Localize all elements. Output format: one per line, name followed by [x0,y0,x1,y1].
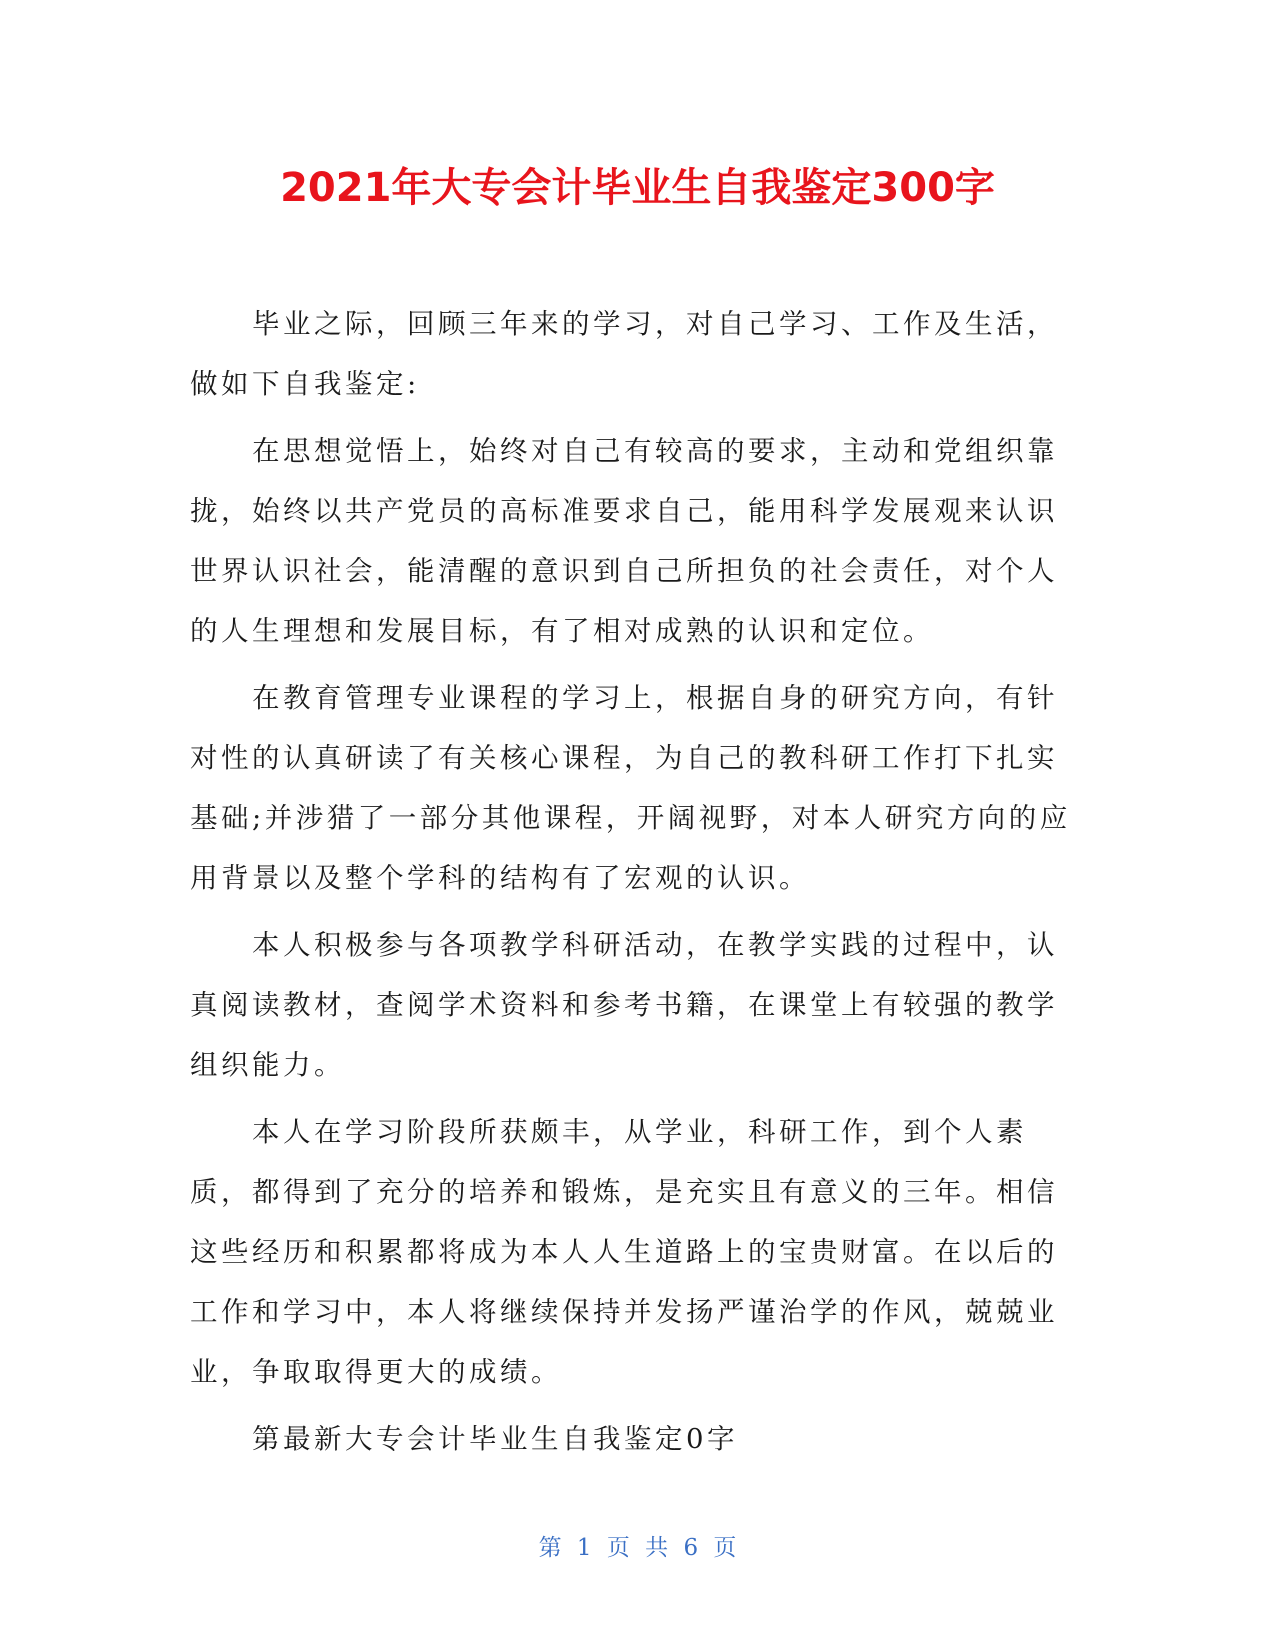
paragraph: 毕业之际，回顾三年来的学习，对自己学习、工作及生活，做如下自我鉴定: [190,308,1058,400]
paragraph: 在教育管理专业课程的学习上，根据自身的研究方向，有针对性的认真研读了有关核心课程，为自己的教科研工作打下扎实基础;并涉猎了一部分其他课程，开阔视野，对本人研究方向的应用背景以及整个学科的结构有了宏观的认识。 [190,682,1071,894]
paragraph: 第最新大专会计毕业生自我鉴定0字 [252,1423,738,1455]
page-number-footer: 第 1 页 共 6 页 [538,1535,737,1561]
document-title: 2021年大专会计毕业生自我鉴定300字 [280,165,995,211]
document-body [190,294,1075,1476]
paragraph: 本人在学习阶段所获颇丰，从学业，科研工作，到个人素质，都得到了充分的培养和锻炼，是充实且有意义的三年。相信这些经历和积累都将成为本人人生道路上的宝贵财富。在以后的工作和学习中，本人将继续保持并发扬严谨治学的作风，兢兢业业，争取取得更大的成绩。 [190,1116,1058,1388]
paragraph: 本人积极参与各项教学科研活动，在教学实践的过程中，认真阅读教材，查阅学术资料和参考书籍，在课堂上有较强的教学组织能力。 [190,929,1058,1081]
paragraph: 在思想觉悟上，始终对自己有较高的要求，主动和党组织靠拢，始终以共产党员的高标准要求自己，能用科学发展观来认识世界认识社会，能清醒的意识到自己所担负的社会责任，对个人的人生理想和发展目标，有了相对成熟的认识和定位。 [190,435,1058,647]
